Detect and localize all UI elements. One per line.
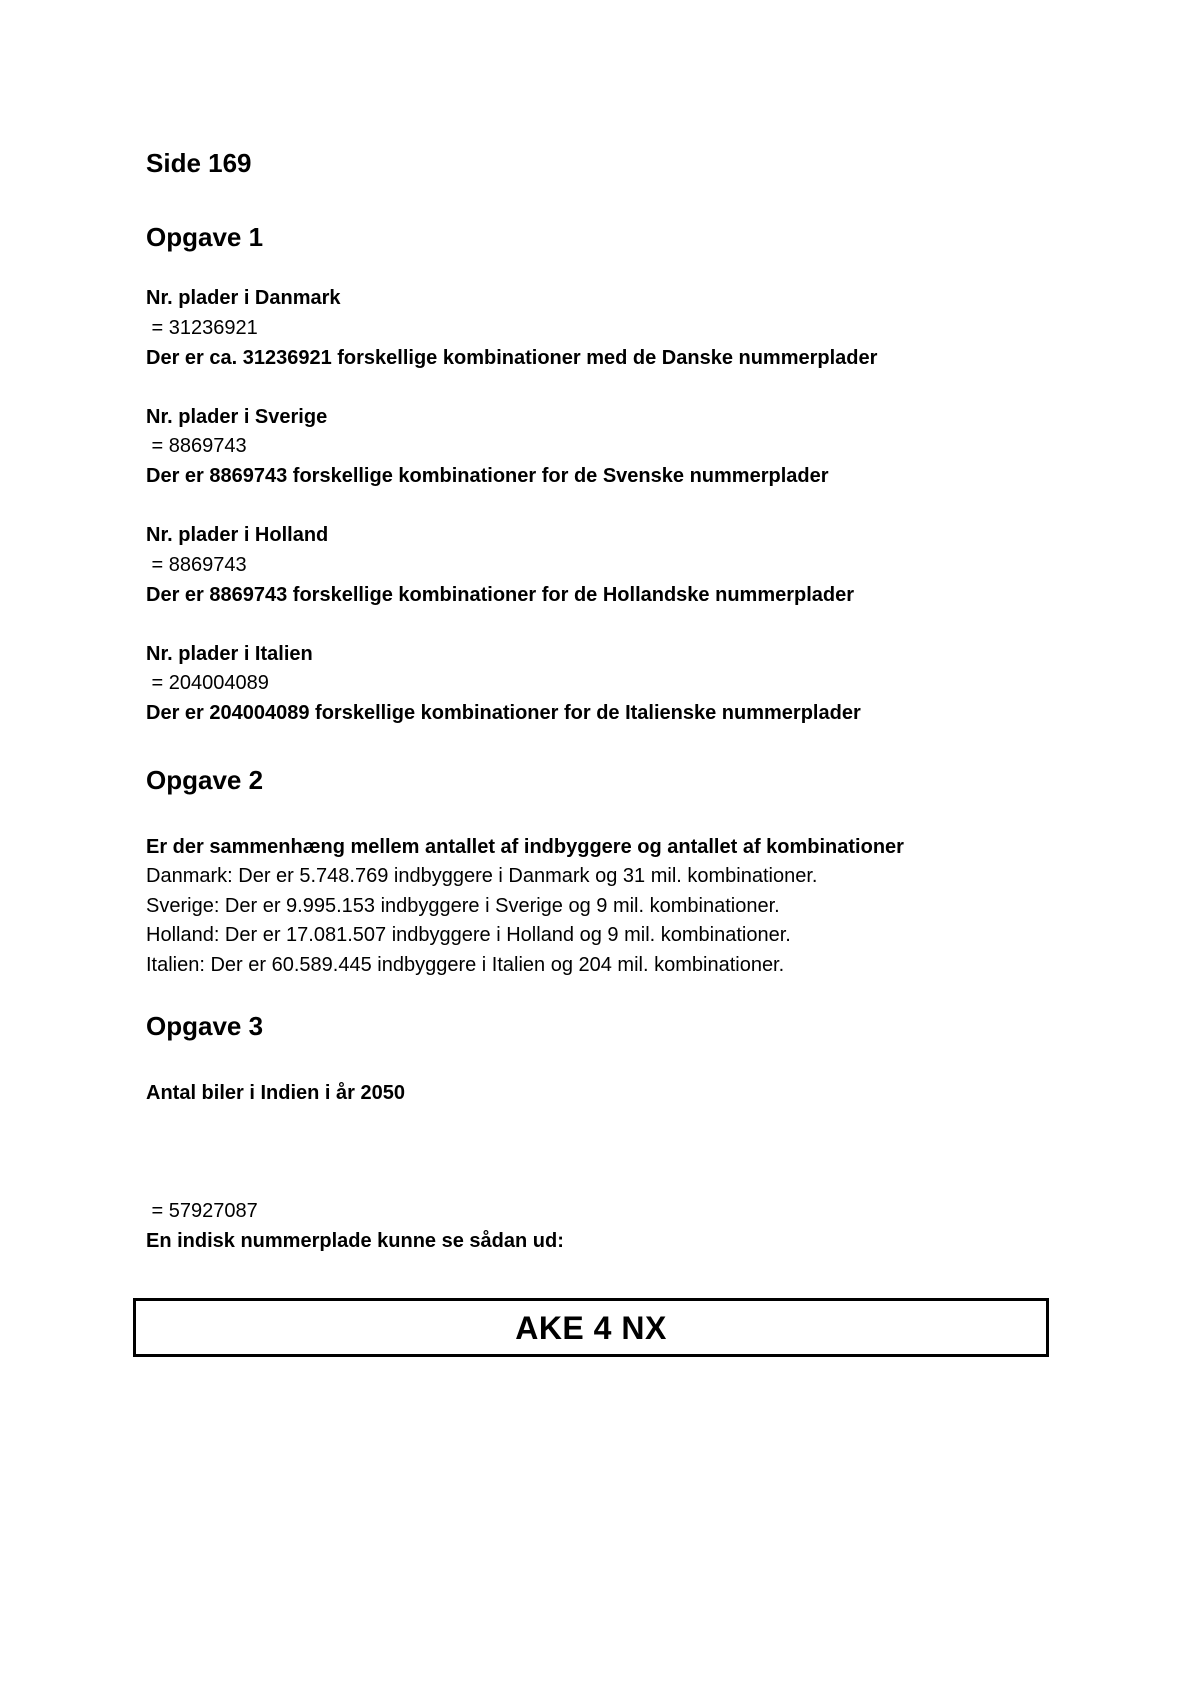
license-plate bbox=[133, 1298, 1049, 1357]
opgave2-line-sverige: Sverige: Der er 9.995.153 indbyggere i Sverige og 9 mil. kombinationer. bbox=[146, 895, 780, 917]
opgave2-line-italien: Italien: Der er 60.589.445 indbyggere i Italien og 204 mil. kombinationer. bbox=[146, 954, 785, 976]
danmark-label: Nr. plader i Danmark bbox=[146, 287, 341, 309]
opgave1-heading: Opgave 1 bbox=[146, 222, 264, 252]
sverige-conclusion: Der er 8869743 forskellige kombinationer for de Svenske nummerplader bbox=[146, 465, 829, 487]
opgave3-value: = 57927087 bbox=[146, 1200, 258, 1222]
license-plate-text: AKE 4 NX bbox=[515, 1309, 667, 1346]
danmark-conclusion: Der er ca. 31236921 forskellige kombinationer med de Danske nummerplader bbox=[146, 347, 878, 369]
opgave2-heading: Opgave 2 bbox=[146, 765, 264, 795]
danmark-value: = 31236921 bbox=[146, 317, 258, 339]
italien-value: = 204004089 bbox=[146, 672, 269, 694]
opgave3-conclusion: En indisk nummerplade kunne se sådan ud: bbox=[146, 1230, 564, 1252]
holland-value: = 8869743 bbox=[146, 554, 247, 576]
opgave2-question: Er der sammenhæng mellem antallet af indbyggere og antallet af kombinationer bbox=[146, 836, 904, 858]
opgave3-label: Antal biler i Indien i år 2050 bbox=[146, 1082, 405, 1104]
opgave3-heading: Opgave 3 bbox=[146, 1011, 264, 1041]
opgave2-line-holland: Holland: Der er 17.081.507 indbyggere i Holland og 9 mil. kombinationer. bbox=[146, 924, 791, 946]
opgave2-line-danmark: Danmark: Der er 5.748.769 indbyggere i Danmark og 31 mil. kombinationer. bbox=[146, 865, 818, 887]
italien-label: Nr. plader i Italien bbox=[146, 643, 313, 665]
page-title: Side 169 bbox=[146, 148, 252, 178]
sverige-label: Nr. plader i Sverige bbox=[146, 406, 328, 428]
holland-label: Nr. plader i Holland bbox=[146, 524, 329, 546]
holland-conclusion: Der er 8869743 forskellige kombinationer for de Hollandske nummerplader bbox=[146, 584, 855, 606]
italien-conclusion: Der er 204004089 forskellige kombinationer for de Italienske nummerplader bbox=[146, 702, 861, 724]
sverige-value: = 8869743 bbox=[146, 435, 247, 457]
